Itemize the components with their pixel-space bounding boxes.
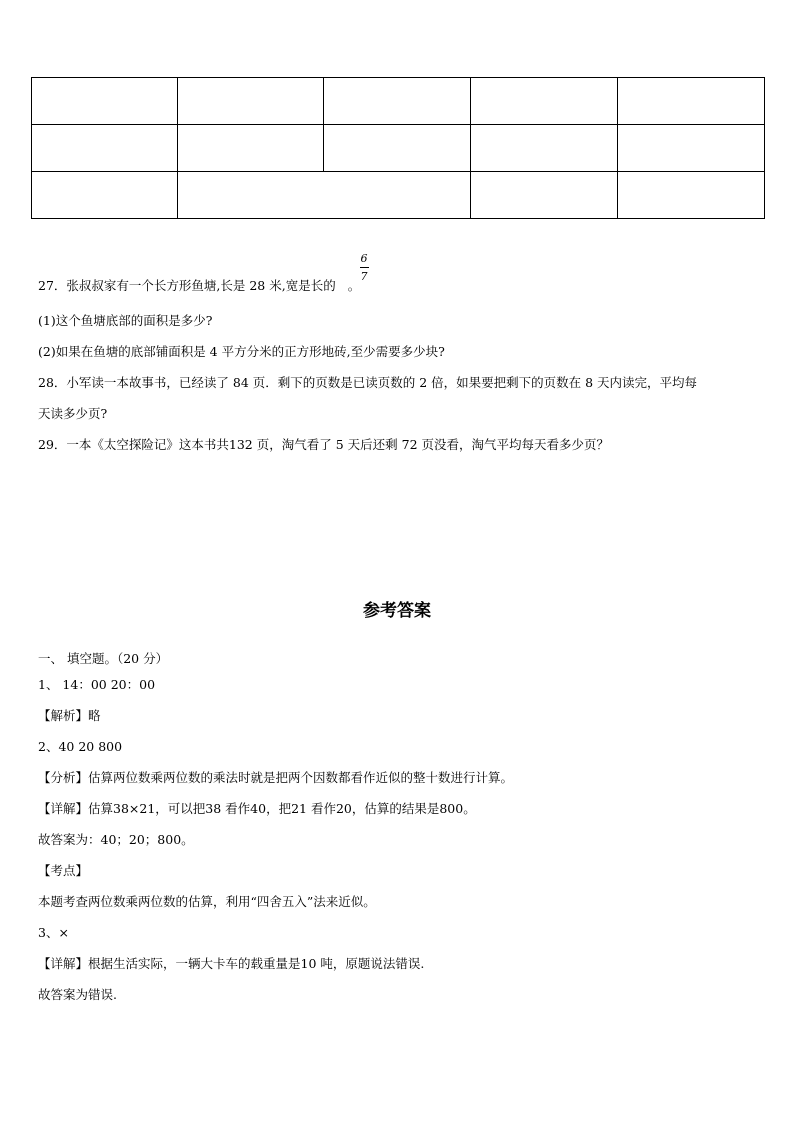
question-28-line2: 天读多少页? bbox=[38, 406, 108, 421]
answer-2-point-text: 本题考查两位数乘两位数的估算，利用“四舍五入”法来近似。 bbox=[38, 894, 376, 909]
answer-3: 3、× bbox=[38, 925, 69, 940]
answer-2-final: 故答案为：40；20；800。 bbox=[38, 832, 194, 847]
answer-2-point-label: 【考点】 bbox=[38, 863, 89, 878]
table-cell bbox=[178, 78, 324, 125]
table-cell bbox=[32, 125, 178, 172]
table-cell bbox=[471, 125, 618, 172]
answer-3-detail: 【详解】根据生活实际，一辆大卡车的载重量是10 吨，原题说法错误. bbox=[38, 956, 425, 971]
answer-2-analysis: 【分析】估算两位数乘两位数的乘法时就是把两个因数都看作近似的整十数进行计算。 bbox=[38, 770, 514, 785]
answer-1-analysis: 【解析】略 bbox=[38, 708, 101, 723]
table-cell bbox=[324, 125, 471, 172]
table-cell bbox=[618, 172, 765, 219]
answer-2: 2、40 20 800 bbox=[38, 739, 123, 754]
fraction-denominator: 7 bbox=[360, 270, 368, 283]
table-cell bbox=[178, 125, 324, 172]
table-cell bbox=[618, 78, 765, 125]
answer-1: 1、 14：00 20：00 bbox=[38, 677, 156, 692]
answers-title: 参考答案 bbox=[363, 601, 431, 621]
blank-answer-table bbox=[31, 77, 765, 219]
question-27-text: 27．张叔叔家有一个长方形鱼塘,长是 28 米,宽是长的 bbox=[38, 278, 336, 293]
table-row bbox=[32, 78, 765, 125]
question-28-line1: 28．小军读一本故事书，已经读了 84 页．剩下的页数是已读页数的 2 倍，如果要把剩下的页数在 8 天内读完，平均每 bbox=[38, 375, 698, 390]
question-27-end: 。 bbox=[347, 278, 361, 293]
question-27-sub2: (2)如果在鱼塘的底部铺面积是 4 平方分米的正方形地砖,至少需要多少块? bbox=[38, 344, 445, 359]
table-row bbox=[32, 172, 765, 219]
table-cell bbox=[618, 125, 765, 172]
question-29: 29．一本《太空探险记》这本书共132 页，淘气看了 5 天后还剩 72 页没看，淘气平均每天看多少页？ bbox=[38, 437, 609, 452]
fraction-bar bbox=[360, 267, 369, 268]
table-cell bbox=[324, 78, 471, 125]
table-cell-merged bbox=[178, 172, 471, 219]
fraction-numerator: 6 bbox=[360, 252, 368, 265]
table-cell bbox=[471, 172, 618, 219]
table-row bbox=[32, 125, 765, 172]
question-27 bbox=[38, 276, 360, 294]
answer-2-detail: 【详解】估算38×21，可以把38 看作40，把21 看作20，估算的结果是800。 bbox=[38, 801, 476, 816]
answer-3-final: 故答案为错误. bbox=[38, 987, 117, 1002]
table-cell bbox=[32, 172, 178, 219]
question-27-sub1: (1)这个鱼塘底部的面积是多少? bbox=[38, 313, 213, 328]
section-1-heading: 一、 填空题。（20 分） bbox=[38, 651, 169, 666]
table-cell bbox=[32, 78, 178, 125]
table-cell bbox=[471, 78, 618, 125]
